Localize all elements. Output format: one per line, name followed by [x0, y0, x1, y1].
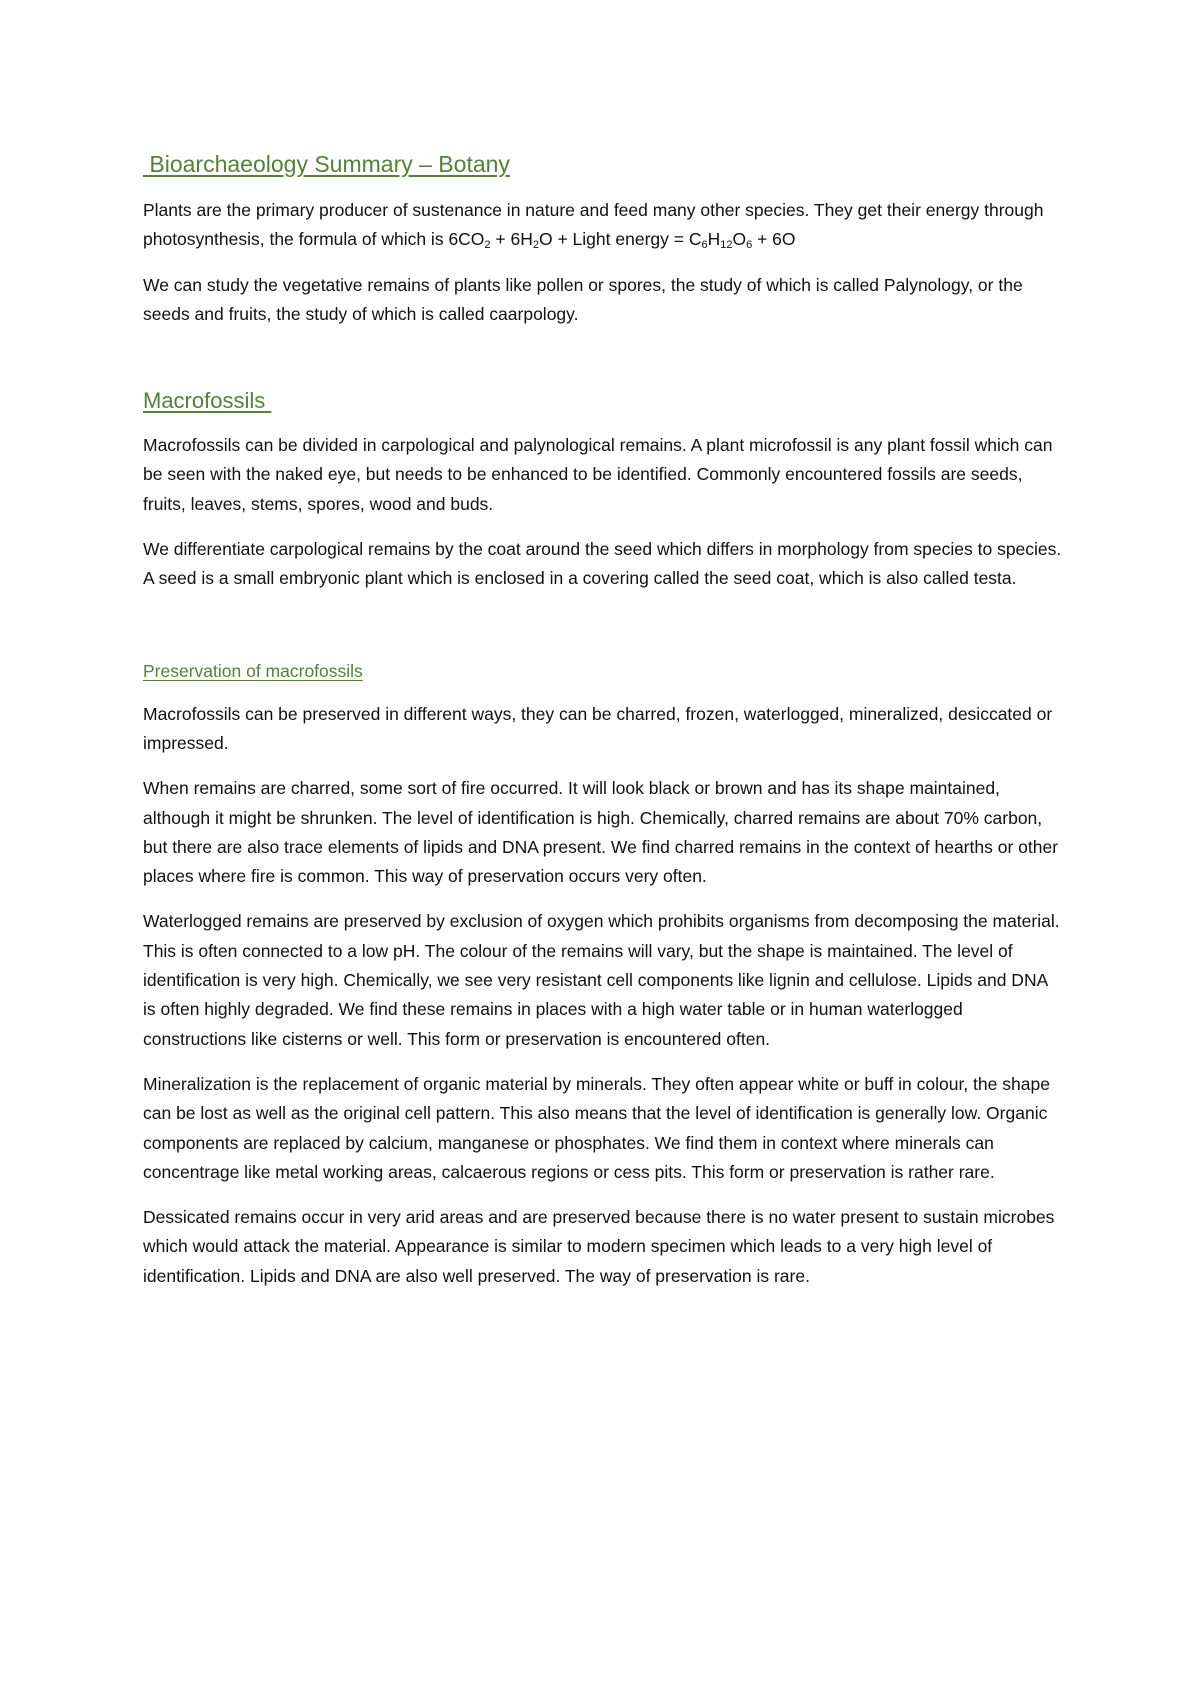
formula-subscript: 2	[484, 239, 491, 252]
formula-part: H	[707, 229, 721, 250]
section-heading-macrofossils: Macrofossils	[143, 388, 272, 414]
formula-subscript: 12	[720, 239, 733, 252]
preservation-paragraph-intro: Macrofossils can be preserved in different ways, they can be charred, frozen, waterlogged, mineralized, desiccated or impressed.	[143, 703, 1053, 753]
macrofossils-paragraph-2: We differentiate carpological remains by the coat around the seed which differs in morphology from species to species. A seed is a small embryonic plant which is enclosed in a covering called the seed coat, which is also called testa.	[143, 539, 1062, 589]
intro-text: Plants are the primary producer of sustenance in nature and feed many other species. They get their energy through photosynthesis, the formula of which is	[143, 200, 1044, 250]
preservation-paragraph-mineralized: Mineralization is the replacement of organic material by minerals. They often appear white or buff in colour, the shape can be lost as well as the original cell pattern. This also means that the level of identification is generally low. Organic components are replaced by calcium, manganese or phosphates. We find them in context where minerals can concentrage like metal working areas, calcaerous regions or cess pits. This form or preservation is rather rare.	[143, 1073, 1050, 1182]
formula-subscript: 6	[701, 239, 708, 252]
document-page	[143, 140, 1063, 1307]
spacer	[143, 345, 1063, 387]
intro-paragraph-study: We can study the vegetative remains of plants like pollen or spores, the study of which is called Palynology, or the seeds and fruits, the study of which is called caarpology.	[143, 274, 1023, 324]
formula-subscript: 6	[746, 239, 753, 252]
formula-part: O + Light energy = C	[539, 229, 702, 250]
formula-part: 6CO	[448, 229, 485, 250]
preservation-paragraph-desiccated: Dessicated remains occur in very arid areas and are preserved because there is no water present to sustain microbes which would attack the material. Appearance is similar to modern specimen which leads to a very high level of identification. Lipids and DNA are also well preserved. The way of preservation is rare.	[143, 1207, 1055, 1286]
formula-subscript: 2	[532, 239, 539, 252]
macrofossils-paragraph-1: Macrofossils can be divided in carpological and palynological remains. A plant microfossil is any plant fossil which can be seen with the naked eye, but needs to be enhanced to be identified. Commonly encountered fossils are seeds, fruits, leaves, stems, spores, wood and buds.	[143, 435, 1053, 514]
spacer	[143, 610, 1063, 658]
document-title: Bioarchaeology Summary – Botany	[143, 151, 510, 177]
preservation-paragraph-charred: When remains are charred, some sort of fire occurred. It will look black or brown and has its shape maintained, although it might be shrunken. The level of identification is high. Chemically, charred remains are about 70% carbon, but there are also trace elements of lipids and DNA present. We find charred remains in the context of hearths or other places where fire is common. This way of preservation occurs very often.	[143, 778, 1059, 887]
formula-part: O	[732, 229, 747, 250]
intro-paragraph-photosynthesis	[143, 196, 1063, 255]
preservation-paragraph-waterlogged: Waterlogged remains are preserved by exclusion of oxygen which prohibits organisms from decomposing the material. This is often connected to a low pH. The colour of the remains will vary, but the shape is maintained. The level of identification is very high. Chemically, we see very resistant cell components like lignin and cellulose. Lipids and DNA is often highly degraded. We find these remains in places with a high water table or in human waterlogged constructions like cisterns or well. This form or preservation is encountered often.	[143, 911, 1060, 1049]
photosynthesis-formula	[448, 229, 796, 252]
formula-part: + 6H	[490, 229, 533, 250]
subsection-heading-preservation: Preservation of macrofossils	[143, 660, 363, 681]
formula-part: + 6O	[752, 229, 796, 250]
